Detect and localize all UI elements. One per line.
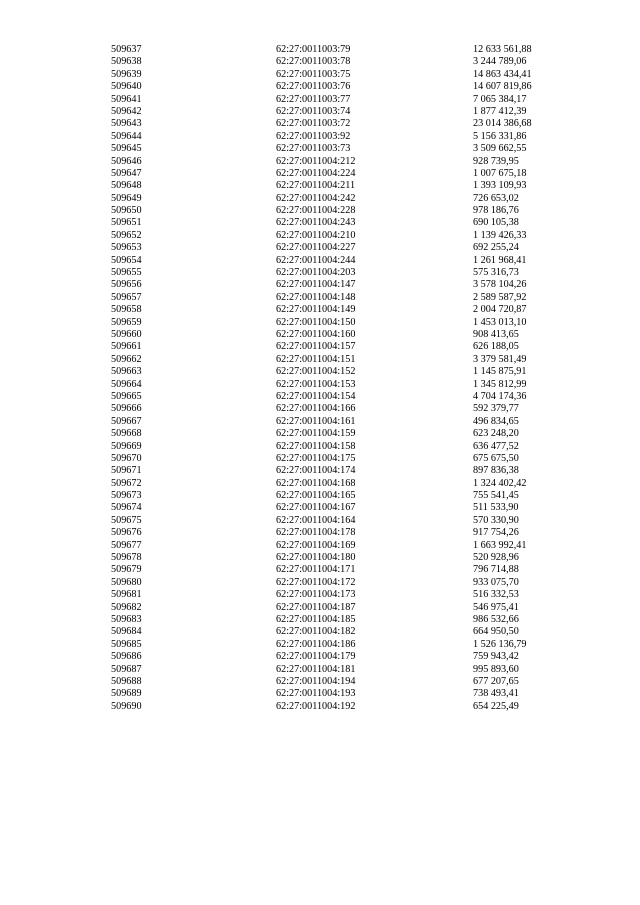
row-number: 509662	[111, 353, 142, 365]
row-number: 509670	[111, 452, 142, 464]
row-number: 509683	[111, 613, 142, 625]
table-row	[111, 366, 581, 378]
cadastral-value: 726 653,02	[473, 192, 519, 204]
row-number: 509641	[111, 93, 142, 105]
cadastral-number: 62:27:0011004:185	[276, 613, 356, 625]
cadastral-value: 516 332,53	[473, 589, 519, 601]
table-row	[111, 441, 581, 453]
cadastral-value: 636 477,52	[473, 440, 519, 452]
cadastral-number: 62:27:0011004:166	[276, 403, 356, 415]
cadastral-value: 592 379,77	[473, 403, 519, 415]
cadastral-number: 62:27:0011004:161	[276, 415, 356, 427]
table-row	[111, 614, 581, 626]
cadastral-value: 1 877 412,39	[473, 105, 527, 117]
row-number: 509648	[111, 180, 142, 192]
cadastral-value: 933 075,70	[473, 576, 519, 588]
cadastral-number: 62:27:0011004:227	[276, 242, 356, 254]
cadastral-number: 62:27:0011004:150	[276, 316, 356, 328]
cadastral-number: 62:27:0011004:174	[276, 465, 356, 477]
cadastral-number: 62:27:0011003:92	[276, 130, 351, 142]
table-row	[111, 688, 581, 700]
row-number: 509668	[111, 428, 142, 440]
table-row	[111, 540, 581, 552]
cadastral-number: 62:27:0011004:178	[276, 527, 356, 539]
table-row	[111, 515, 581, 527]
cadastral-number: 62:27:0011004:149	[276, 304, 356, 316]
cadastral-value: 5 156 331,86	[473, 130, 527, 142]
cadastral-number: 62:27:0011004:148	[276, 291, 356, 303]
row-number: 509661	[111, 341, 142, 353]
cadastral-value: 1 393 109,93	[473, 180, 527, 192]
table-row	[111, 230, 581, 242]
cadastral-value-table	[111, 44, 581, 713]
cadastral-number: 62:27:0011004:147	[276, 279, 356, 291]
cadastral-value: 14 863 434,41	[473, 68, 532, 80]
cadastral-number: 62:27:0011004:160	[276, 328, 356, 340]
row-number: 509664	[111, 378, 142, 390]
table-row	[111, 44, 581, 56]
row-number: 509637	[111, 44, 142, 55]
cadastral-number: 62:27:0011004:203	[276, 267, 356, 279]
row-number: 509659	[111, 316, 142, 328]
table-row	[111, 242, 581, 254]
table-row	[111, 267, 581, 279]
table-row	[111, 292, 581, 304]
cadastral-value: 908 413,65	[473, 328, 519, 340]
table-row	[111, 56, 581, 68]
row-number: 509685	[111, 638, 142, 650]
table-row	[111, 379, 581, 391]
table-row	[111, 465, 581, 477]
row-number: 509665	[111, 390, 142, 402]
cadastral-value: 1 345 812,99	[473, 378, 527, 390]
row-number: 509666	[111, 403, 142, 415]
cadastral-value: 1 007 675,18	[473, 167, 527, 179]
cadastral-value: 2 004 720,87	[473, 304, 527, 316]
table-row	[111, 217, 581, 229]
cadastral-number: 62:27:0011003:75	[276, 68, 351, 80]
cadastral-number: 62:27:0011004:172	[276, 576, 356, 588]
row-number: 509676	[111, 527, 142, 539]
row-number: 509686	[111, 651, 142, 663]
row-number: 509690	[111, 700, 142, 712]
table-row	[111, 205, 581, 217]
table-row	[111, 94, 581, 106]
table-row	[111, 354, 581, 366]
cadastral-value: 986 532,66	[473, 613, 519, 625]
row-number: 509654	[111, 254, 142, 266]
cadastral-value: 1 526 136,79	[473, 638, 527, 650]
cadastral-number: 62:27:0011004:164	[276, 514, 356, 526]
row-number: 509649	[111, 192, 142, 204]
cadastral-value: 7 065 384,17	[473, 93, 527, 105]
cadastral-number: 62:27:0011004:168	[276, 477, 356, 489]
row-number: 509638	[111, 56, 142, 68]
table-row	[111, 564, 581, 576]
table-row	[111, 329, 581, 341]
table-row	[111, 552, 581, 564]
row-number: 509650	[111, 205, 142, 217]
table-row	[111, 81, 581, 93]
row-number: 509671	[111, 465, 142, 477]
row-number: 509673	[111, 490, 142, 502]
table-row	[111, 589, 581, 601]
cadastral-number: 62:27:0011004:186	[276, 638, 356, 650]
cadastral-value: 995 893,60	[473, 663, 519, 675]
table-row	[111, 626, 581, 638]
cadastral-number: 62:27:0011004:171	[276, 564, 356, 576]
cadastral-value: 928 739,95	[473, 155, 519, 167]
cadastral-value: 626 188,05	[473, 341, 519, 353]
table-row	[111, 664, 581, 676]
cadastral-number: 62:27:0011004:182	[276, 626, 356, 638]
cadastral-value: 692 255,24	[473, 242, 519, 254]
cadastral-value: 575 316,73	[473, 267, 519, 279]
table-row	[111, 490, 581, 502]
table-row	[111, 403, 581, 415]
cadastral-value: 796 714,88	[473, 564, 519, 576]
table-row	[111, 118, 581, 130]
table-row	[111, 317, 581, 329]
table-row	[111, 602, 581, 614]
row-number: 509642	[111, 105, 142, 117]
cadastral-value: 1 145 875,91	[473, 366, 527, 378]
cadastral-number: 62:27:0011004:159	[276, 428, 356, 440]
cadastral-number: 62:27:0011004:228	[276, 205, 356, 217]
table-row	[111, 193, 581, 205]
table-row	[111, 304, 581, 316]
cadastral-number: 62:27:0011004:158	[276, 440, 356, 452]
cadastral-value: 1 663 992,41	[473, 539, 527, 551]
cadastral-number: 62:27:0011003:79	[276, 44, 351, 55]
cadastral-number: 62:27:0011004:187	[276, 601, 356, 613]
row-number: 509678	[111, 552, 142, 564]
cadastral-number: 62:27:0011003:73	[276, 143, 351, 155]
cadastral-value: 3 244 789,06	[473, 56, 527, 68]
table-row	[111, 341, 581, 353]
cadastral-number: 62:27:0011004:194	[276, 675, 356, 687]
table-row	[111, 168, 581, 180]
cadastral-number: 62:27:0011003:76	[276, 81, 351, 93]
row-number: 509640	[111, 81, 142, 93]
cadastral-value: 1 324 402,42	[473, 477, 527, 489]
cadastral-number: 62:27:0011004:173	[276, 589, 356, 601]
table-row	[111, 416, 581, 428]
cadastral-value: 4 704 174,36	[473, 390, 527, 402]
cadastral-number: 62:27:0011004:210	[276, 229, 356, 241]
row-number: 509645	[111, 143, 142, 155]
cadastral-value: 759 943,42	[473, 651, 519, 663]
cadastral-value: 3 379 581,49	[473, 353, 527, 365]
row-number: 509684	[111, 626, 142, 638]
table-row	[111, 701, 581, 713]
row-number: 509675	[111, 514, 142, 526]
cadastral-number: 62:27:0011004:152	[276, 366, 356, 378]
row-number: 509681	[111, 589, 142, 601]
cadastral-number: 62:27:0011003:77	[276, 93, 351, 105]
cadastral-number: 62:27:0011003:78	[276, 56, 351, 68]
cadastral-number: 62:27:0011004:242	[276, 192, 356, 204]
cadastral-number: 62:27:0011004:192	[276, 700, 356, 712]
cadastral-value: 623 248,20	[473, 428, 519, 440]
table-row	[111, 639, 581, 651]
table-row	[111, 502, 581, 514]
row-number: 509639	[111, 68, 142, 80]
row-number: 509657	[111, 291, 142, 303]
cadastral-number: 62:27:0011004:211	[276, 180, 356, 192]
row-number: 509669	[111, 440, 142, 452]
table-row	[111, 478, 581, 490]
table-row	[111, 577, 581, 589]
cadastral-value: 23 014 386,68	[473, 118, 532, 130]
cadastral-number: 62:27:0011004:244	[276, 254, 356, 266]
table-row	[111, 106, 581, 118]
row-number: 509674	[111, 502, 142, 514]
row-number: 509689	[111, 688, 142, 700]
row-number: 509679	[111, 564, 142, 576]
cadastral-value: 1 139 426,33	[473, 229, 527, 241]
cadastral-number: 62:27:0011004:165	[276, 490, 356, 502]
cadastral-value: 14 607 819,86	[473, 81, 532, 93]
row-number: 509646	[111, 155, 142, 167]
cadastral-value: 2 589 587,92	[473, 291, 527, 303]
cadastral-value: 3 578 104,26	[473, 279, 527, 291]
cadastral-value: 978 186,76	[473, 205, 519, 217]
table-row	[111, 255, 581, 267]
cadastral-value: 1 453 013,10	[473, 316, 527, 328]
cadastral-value: 570 330,90	[473, 514, 519, 526]
table-row	[111, 453, 581, 465]
cadastral-number: 62:27:0011004:167	[276, 502, 356, 514]
cadastral-number: 62:27:0011004:243	[276, 217, 356, 229]
table-row	[111, 428, 581, 440]
cadastral-number: 62:27:0011004:224	[276, 167, 356, 179]
table-row	[111, 69, 581, 81]
cadastral-number: 62:27:0011003:74	[276, 105, 351, 117]
cadastral-value: 738 493,41	[473, 688, 519, 700]
table-row	[111, 279, 581, 291]
row-number: 509655	[111, 267, 142, 279]
cadastral-number: 62:27:0011004:151	[276, 353, 356, 365]
cadastral-number: 62:27:0011004:153	[276, 378, 356, 390]
cadastral-value: 496 834,65	[473, 415, 519, 427]
row-number: 509672	[111, 477, 142, 489]
table-row	[111, 156, 581, 168]
cadastral-value: 520 928,96	[473, 552, 519, 564]
row-number: 509667	[111, 415, 142, 427]
table-row	[111, 143, 581, 155]
row-number: 509651	[111, 217, 142, 229]
row-number: 509644	[111, 130, 142, 142]
table-row	[111, 391, 581, 403]
cadastral-value: 664 950,50	[473, 626, 519, 638]
row-number: 509652	[111, 229, 142, 241]
row-number: 509658	[111, 304, 142, 316]
cadastral-value: 897 836,38	[473, 465, 519, 477]
cadastral-number: 62:27:0011004:169	[276, 539, 356, 551]
cadastral-value: 12 633 561,88	[473, 44, 532, 55]
cadastral-number: 62:27:0011003:72	[276, 118, 351, 130]
cadastral-value: 690 105,38	[473, 217, 519, 229]
cadastral-number: 62:27:0011004:181	[276, 663, 356, 675]
row-number: 509647	[111, 167, 142, 179]
row-number: 509653	[111, 242, 142, 254]
table-row	[111, 676, 581, 688]
cadastral-number: 62:27:0011004:175	[276, 452, 356, 464]
cadastral-number: 62:27:0011004:193	[276, 688, 356, 700]
row-number: 509660	[111, 328, 142, 340]
row-number: 509687	[111, 663, 142, 675]
cadastral-value: 546 975,41	[473, 601, 519, 613]
cadastral-value: 3 509 662,55	[473, 143, 527, 155]
row-number: 509677	[111, 539, 142, 551]
cadastral-value: 654 225,49	[473, 700, 519, 712]
cadastral-value: 511 533,90	[473, 502, 519, 514]
table-row	[111, 527, 581, 539]
cadastral-number: 62:27:0011004:180	[276, 552, 356, 564]
cadastral-value: 755 541,45	[473, 490, 519, 502]
row-number: 509680	[111, 576, 142, 588]
row-number: 509663	[111, 366, 142, 378]
table-row	[111, 180, 581, 192]
cadastral-number: 62:27:0011004:157	[276, 341, 356, 353]
cadastral-value: 1 261 968,41	[473, 254, 527, 266]
cadastral-value: 917 754,26	[473, 527, 519, 539]
row-number: 509656	[111, 279, 142, 291]
cadastral-number: 62:27:0011004:179	[276, 651, 356, 663]
cadastral-value: 675 675,50	[473, 452, 519, 464]
row-number: 509688	[111, 675, 142, 687]
table-row	[111, 651, 581, 663]
cadastral-value: 677 207,65	[473, 675, 519, 687]
cadastral-number: 62:27:0011004:212	[276, 155, 356, 167]
row-number: 509643	[111, 118, 142, 130]
table-row	[111, 131, 581, 143]
row-number: 509682	[111, 601, 142, 613]
cadastral-number: 62:27:0011004:154	[276, 390, 356, 402]
